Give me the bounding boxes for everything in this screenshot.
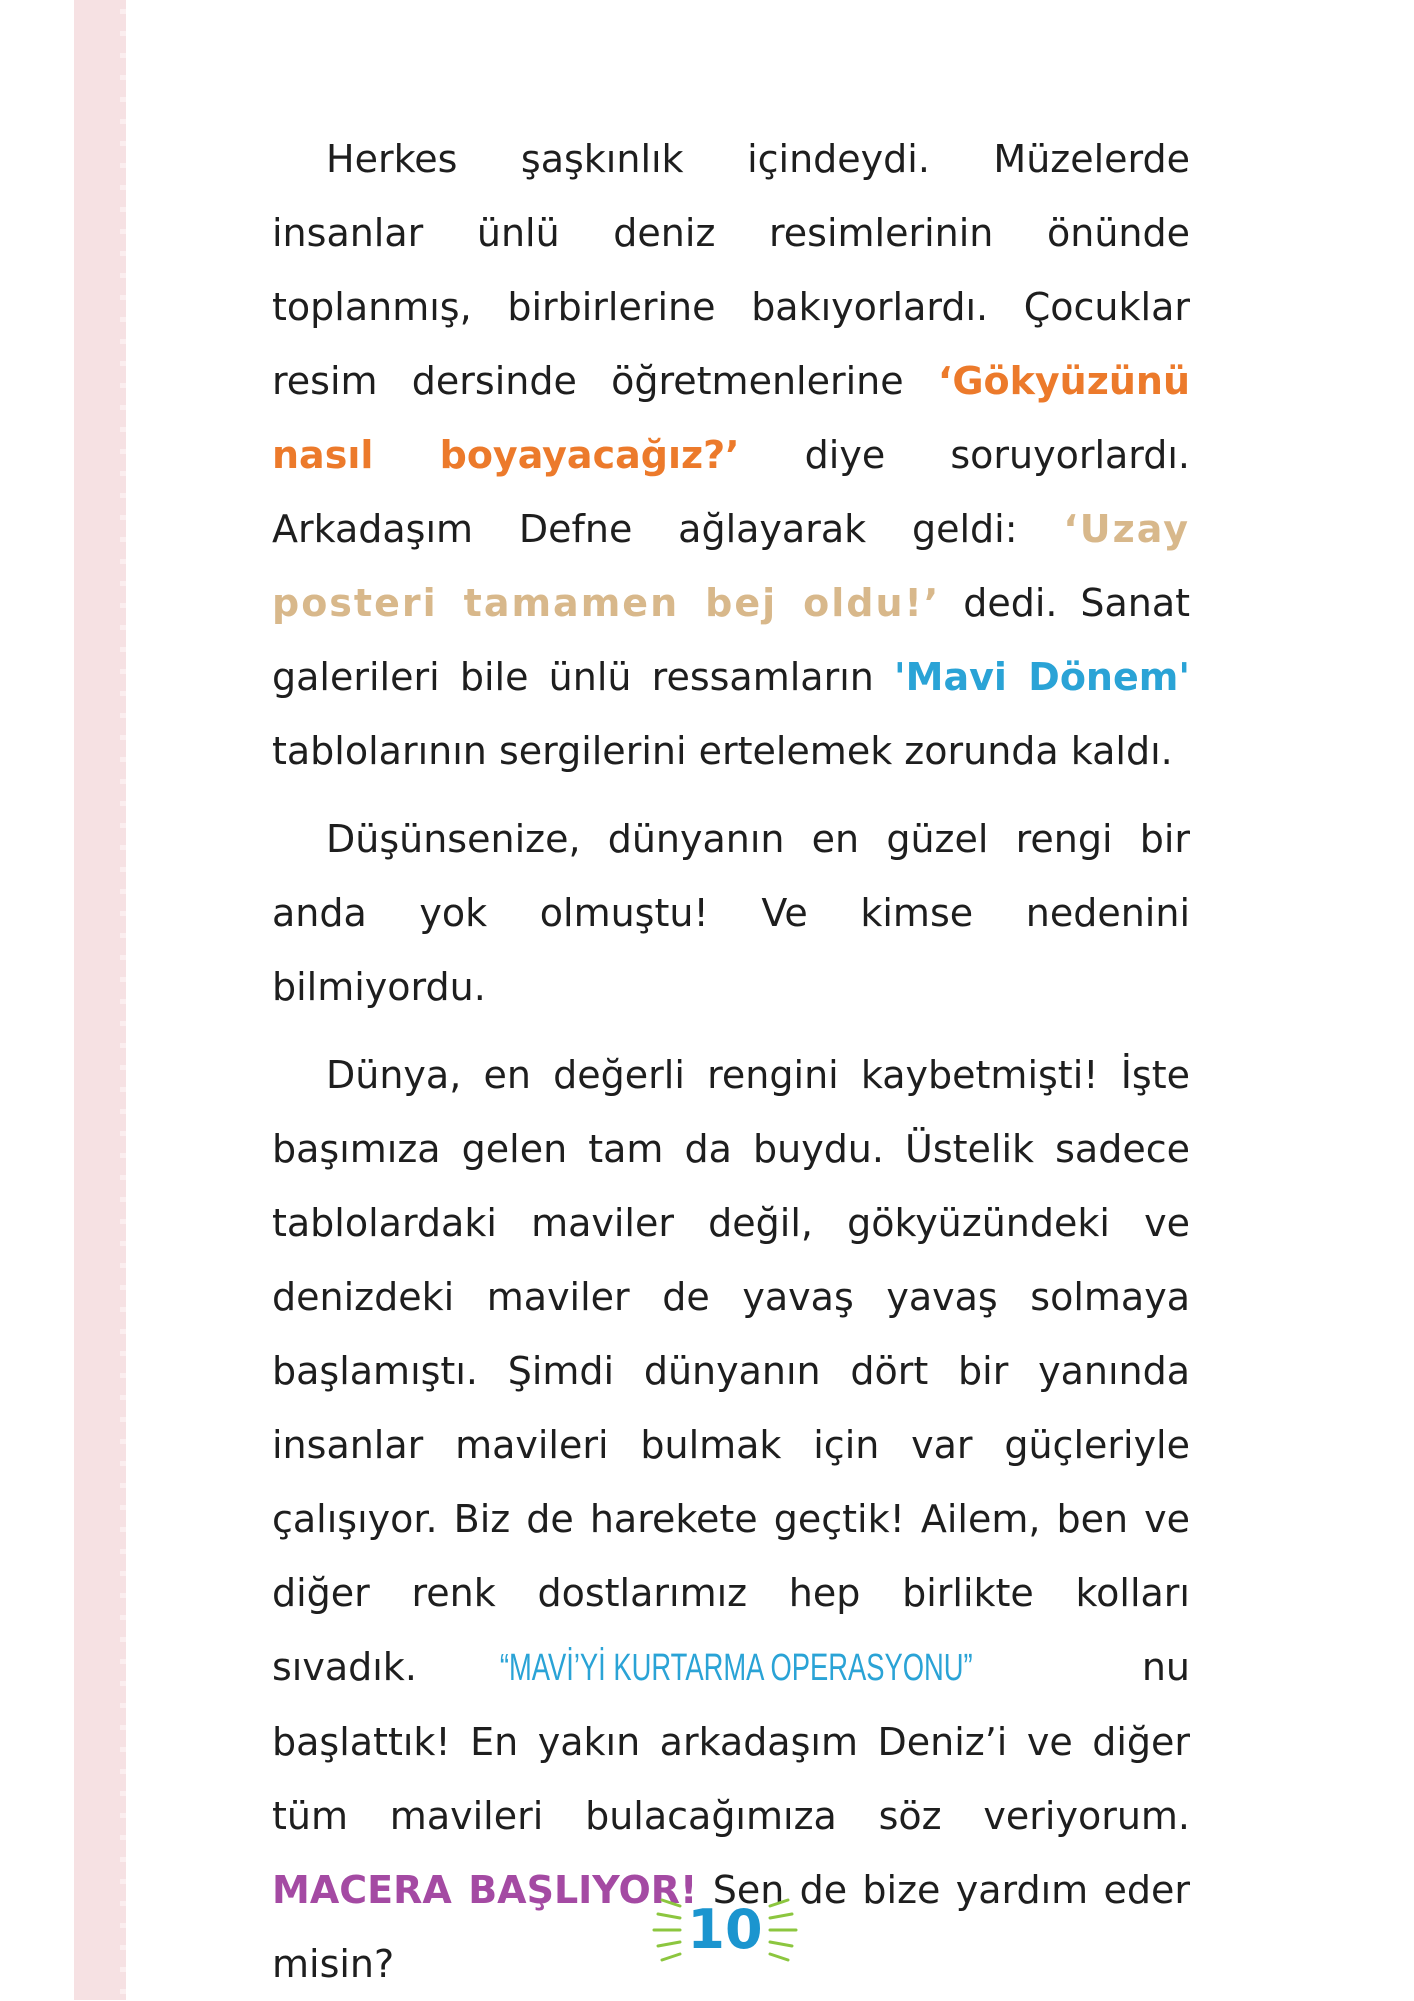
paragraph-3 [272, 1038, 1190, 2001]
body-text [272, 122, 1190, 2001]
page-number: 10 [687, 1898, 763, 1961]
paragraph-1-text: diye soruyorlardı. Arkadaşım Defne ağlayarak geldi: [272, 433, 1190, 551]
page-footer [650, 1880, 800, 1980]
left-decorative-strip [74, 0, 122, 2000]
paragraph-3-text: Dünya, en değerli rengini kaybetmişti! İşte başımıza gelen tam da buydu. Üstelik sadece tablolardaki maviler değil, gökyüzündeki ve denizdeki maviler de yavaş yavaş solmaya başlamıştı. Şimdi dünyanın dört bir yanında insanlar mavileri bulmak için var güçleriyle çalışıyor. Biz de harekete geçtik! Ailem, ben ve diğer renk dostlarımız hep birlikte kolları sıvadık. [272, 1053, 1190, 1689]
highlight-operation-name: “MAVİ’Yİ KURTARMA OPERASYONU” [500, 1647, 973, 1689]
sparkle-rays-right-icon [766, 1898, 800, 1962]
paragraph-2 [272, 802, 1190, 1024]
highlight-blue-period: 'Mavi Dönem' [894, 655, 1190, 699]
highlight-poster-quote: ‘Uzay posteri tamamen bej oldu!’ [272, 507, 1190, 625]
paragraph-1 [272, 122, 1190, 788]
paragraph-1-text: tablolarının sergilerini ertelemek zorunda kaldı. [272, 729, 1173, 773]
highlight-adventure: MACERA BAŞLIYOR! [272, 1868, 698, 1912]
paragraph-3-text: nu başlattık! En yakın arkadaşım Deniz’i ve diğer tüm mavileri bulacağımıza söz veriyorum. [272, 1645, 1190, 1838]
highlight-question: ‘Gökyüzünü nasıl boyayacağız?’ [272, 359, 1190, 477]
paragraph-3-text: Sen de bize yardım eder misin? [272, 1868, 1190, 1986]
paragraph-1-text: dedi. Sanat galerileri bile ünlü ressamların [272, 581, 1191, 699]
paragraph-2-text: Düşünsenize, dünyanın en güzel rengi bir anda yok olmuştu! Ve kimse nedenini bilmiyordu. [272, 817, 1190, 1009]
paragraph-1-text: Herkes şaşkınlık içindeydi. Müzelerde insanlar ünlü deniz resimlerinin önünde toplanmış, birbirlerine bakıyorlardı. Çocuklar resim dersinde öğretmenlerine [272, 137, 1190, 403]
